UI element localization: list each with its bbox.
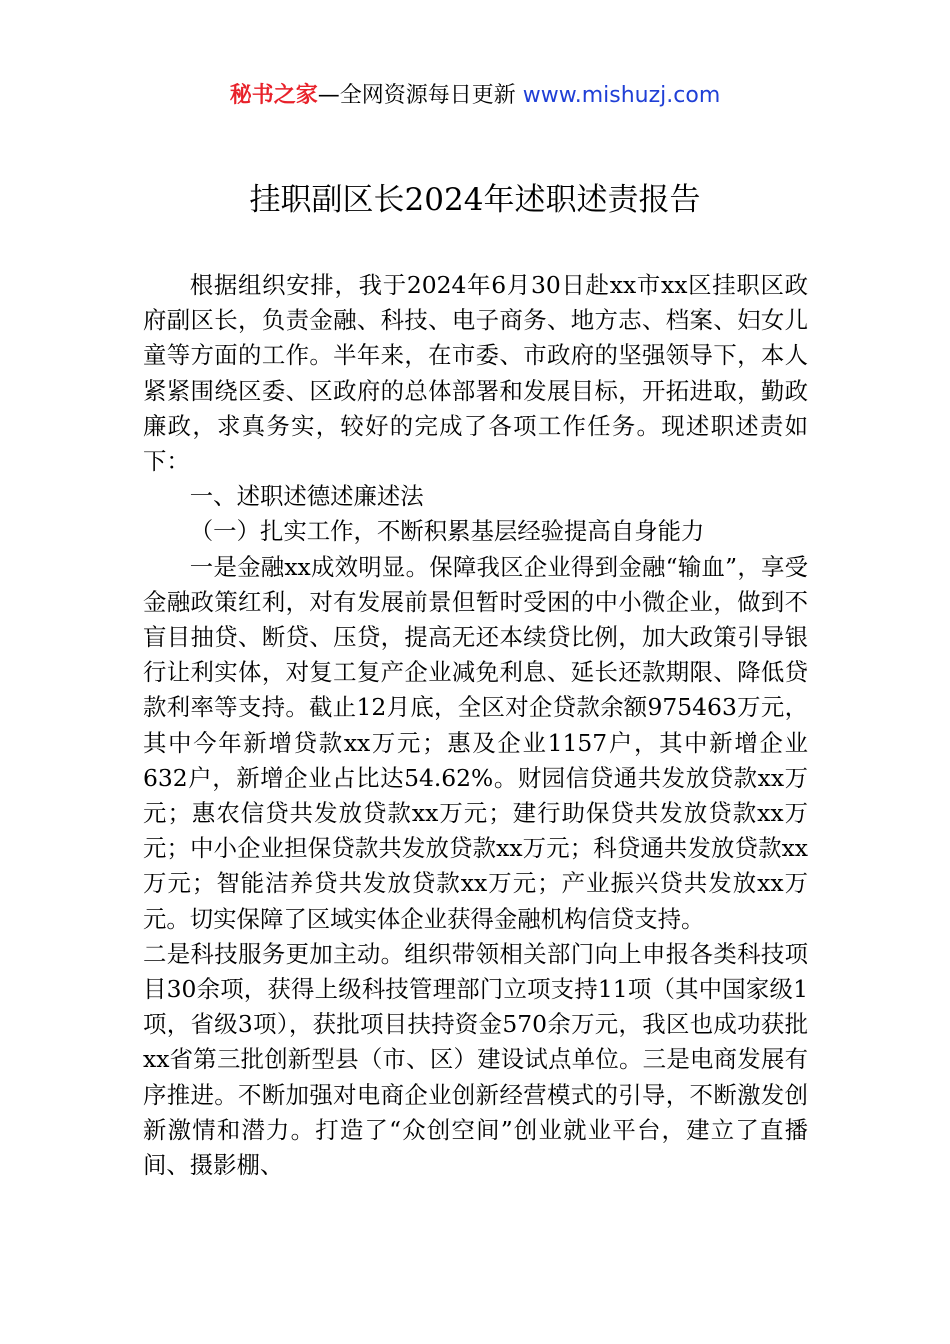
site-header bbox=[0, 81, 950, 111]
paragraph-intro: 根据组织安排，我于2024年6月30日赴xx市xx区挂职区政府副区长，负责金融、科技、电子商务、地方志、档案、妇女儿童等方面的工作。半年来，在市委、市政府的坚强领导下，本人紧紧围绕区委、区政府的总体部署和发展目标，开拓进取，勤政廉政，求真务实，较好的完成了各项工作任务。现述职述责如下： bbox=[143, 271, 808, 476]
site-brand: 秘书之家 bbox=[229, 83, 318, 108]
site-url-link[interactable]: www.mishuzj.com bbox=[522, 83, 721, 108]
document-body bbox=[143, 268, 808, 1183]
document-title: 挂职副区长2024年述职述责报告 bbox=[249, 182, 701, 218]
subsection-heading: （一）扎实工作，不断积累基层经验提高自身能力 bbox=[189, 517, 705, 546]
paragraph-tech-ecommerce: 二是科技服务更加主动。组织带领相关部门向上申报各类科技项目30余项，获得上级科技管理部门立项支持11项（其中国家级1项，省级3项），获批项目扶持资金570余万元，我区也成功获批xx省第三批创新型县（市、区）建设试点单位。三是电商发展有序推进。不断加强对电商企业创新经营模式的引导，不断激发创新激情和潜力。打造了“众创空间”创业就业平台，建立了直播间、摄影棚、 bbox=[143, 939, 808, 1180]
site-slogan: —全网资源每日更新 bbox=[317, 83, 523, 108]
section-heading: 一、述职述德述廉述法 bbox=[189, 482, 424, 511]
paragraph-finance: 一是金融xx成效明显。保障我区企业得到金融“输血”，享受金融政策红利，对有发展前景但暂时受困的中小微企业，做到不盲目抽贷、断贷、压贷，提高无还本续贷比例，加大政策引导银行让利实体，对复工复产企业减免利息、延长还款期限、降低贷款利率等支持。截止12月底，全区对企贷款余额975463万元，其中今年新增贷款xx万元；惠及企业1157户，其中新增企业632户，新增企业占比达54.62%。财园信贷通共发放贷款xx万元；惠农信贷共发放贷款xx万元；建行助保贷共发放贷款xx万元；中小企业担保贷款共发放贷款xx万元；科贷通共发放贷款xx万元；智能洁养贷共发放贷款xx万元；产业振兴贷共发放xx万元。切实保障了区域实体企业获得金融机构信贷支持。 bbox=[143, 552, 808, 933]
